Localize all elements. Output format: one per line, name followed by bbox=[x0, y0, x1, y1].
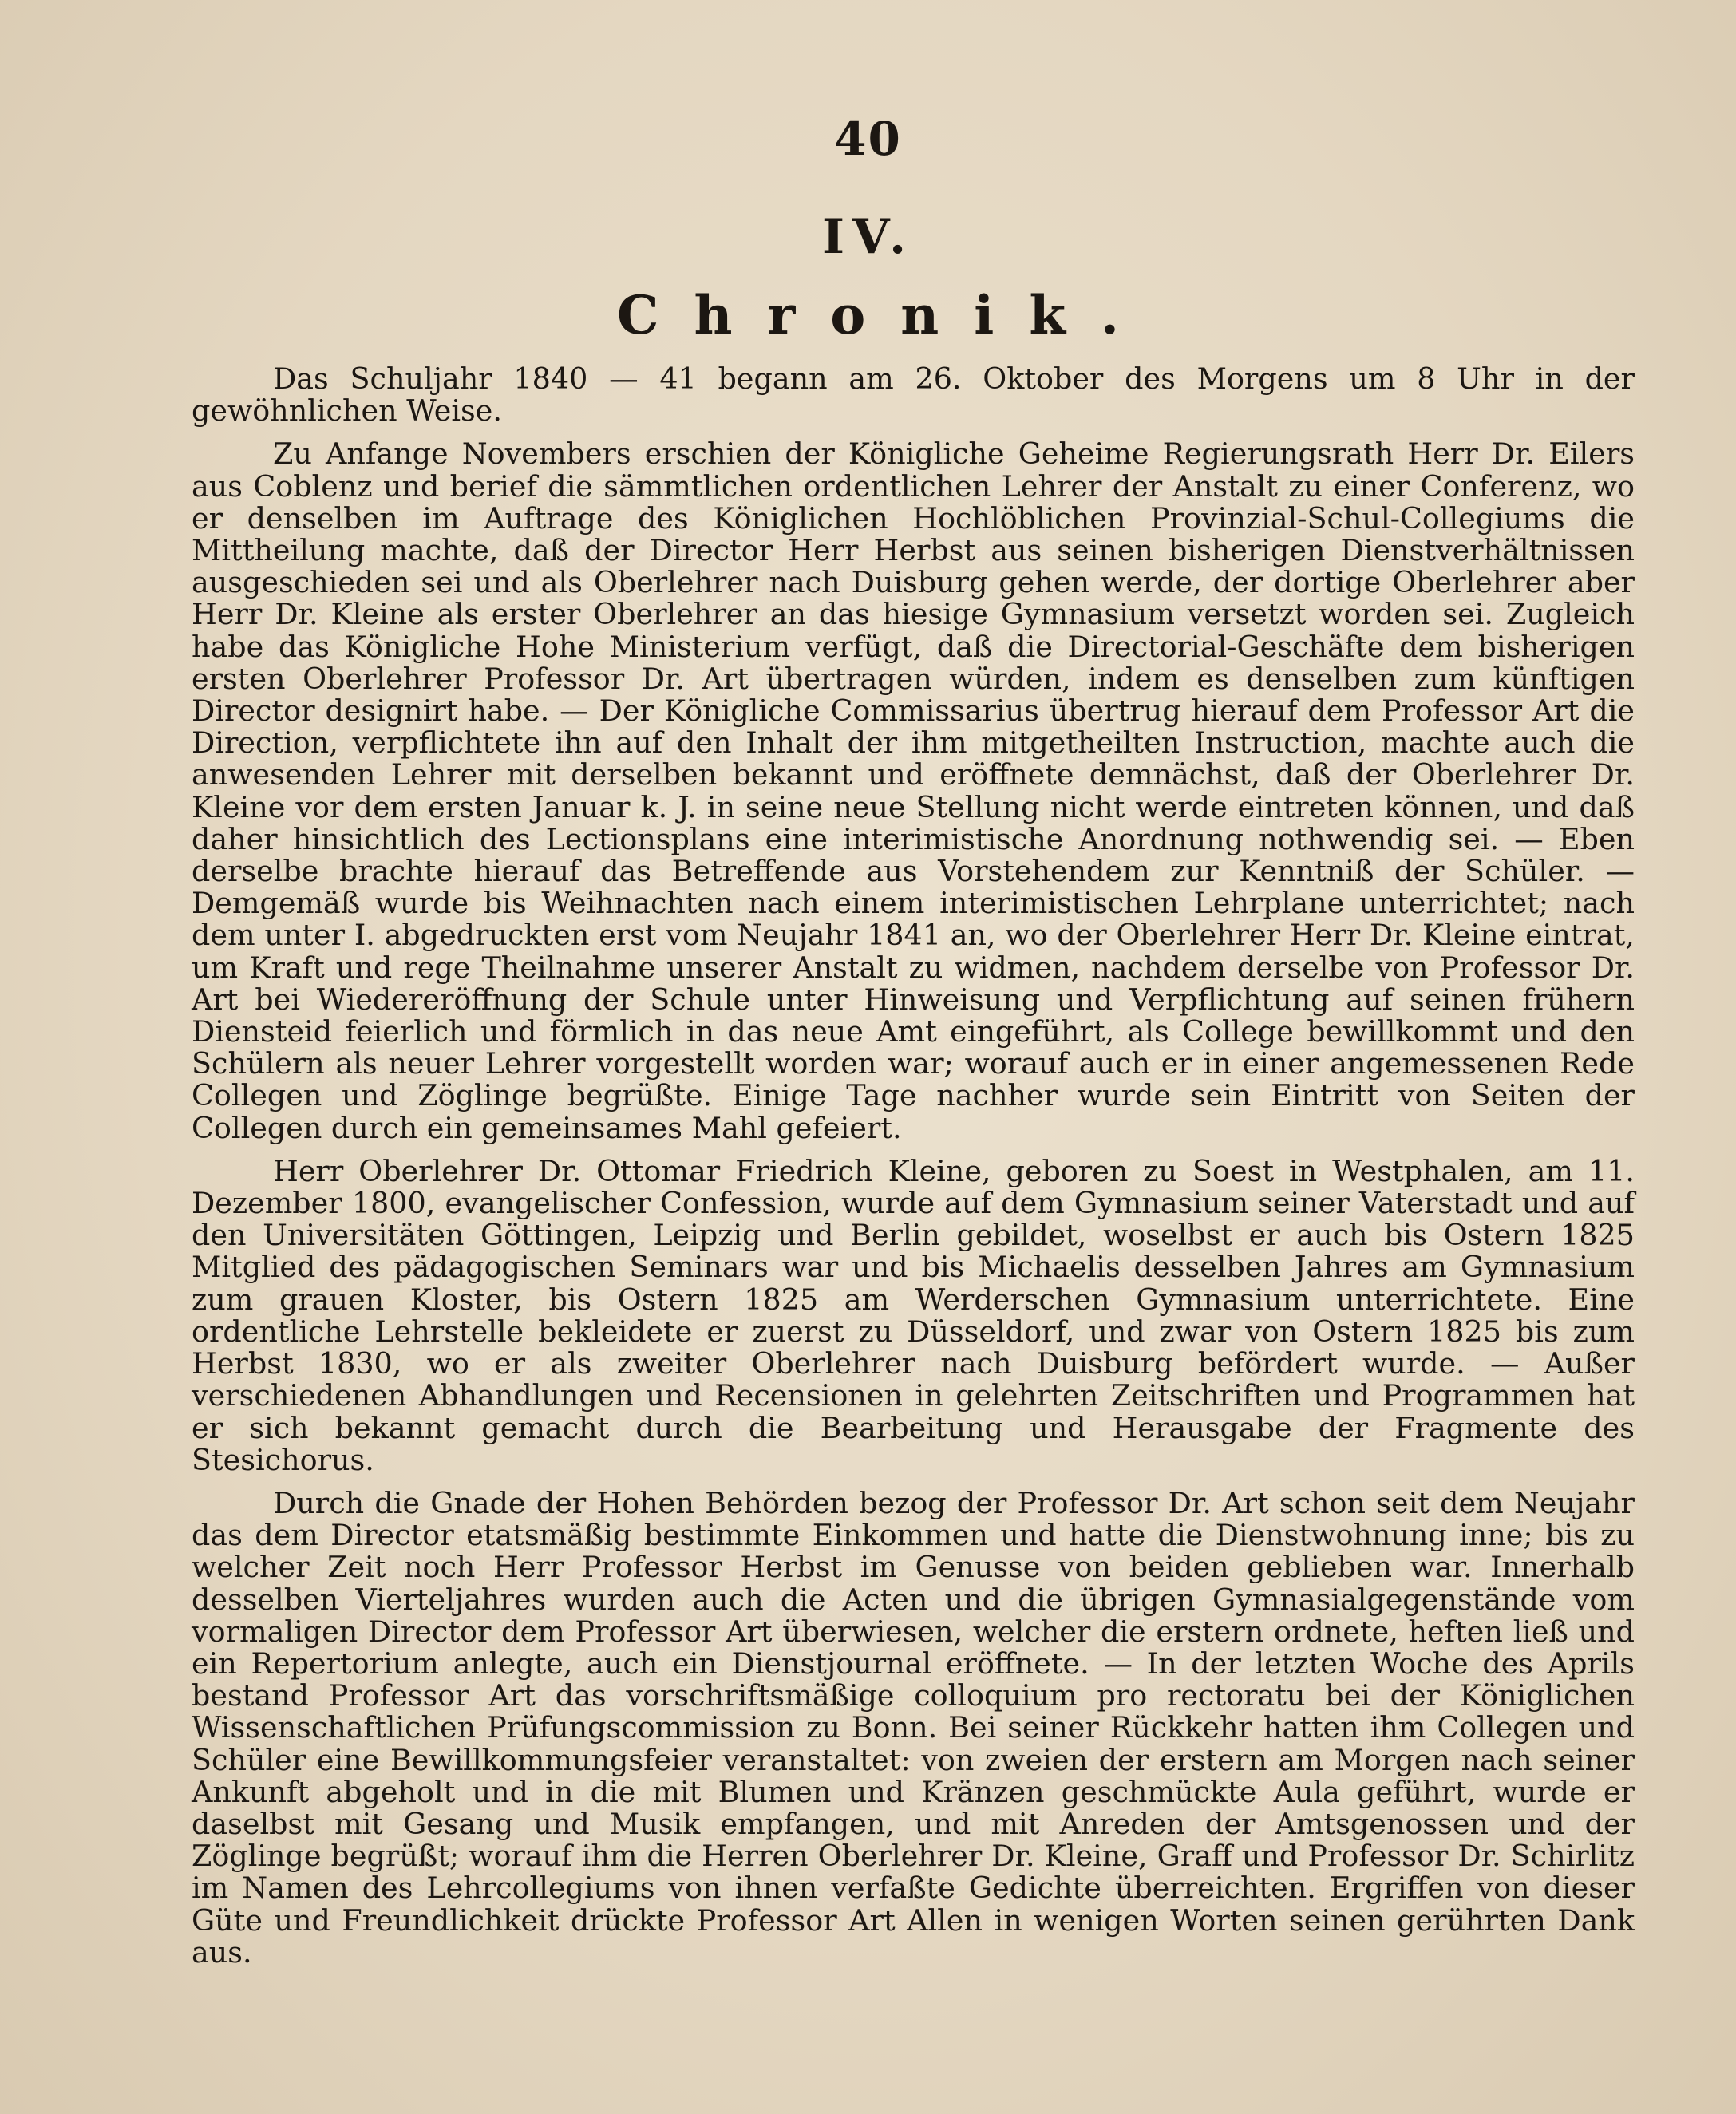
paragraph-kleine-biography: Herr Oberlehrer Dr. Ottomar Friedrich Kleine, geboren zu Soest in Westphalen, am 11. Dezember 1800, evangelischer Confession, wurde auf dem Gymnasium seiner Vaterstadt und auf den Universitäten Göttingen, Leipzig und Berlin gebildet, woselbst er auch bis Ostern 1825 Mitglied des pädagogischen Seminars war und bis Michaelis desselben Jahres am Gymnasium zum grauen Kloster, bis Ostern 1825 am Werderschen Gymnasium unterrichtete. Eine ordentliche Lehrstelle bekleidete er zuerst zu Düsseldorf, und zwar von Ostern 1825 bis zum Herbst 1830, wo er als zweiter Oberlehrer nach Duisburg befördert wurde. — Außer verschiedenen Abhandlungen und Recensionen in gelehrten Zeitschriften und Programmen hat er sich bekannt gemacht durch die Bearbeitung und Herausgabe der Fragmente des Stesichorus. bbox=[192, 1153, 1635, 1477]
paragraph-school-year: Das Schuljahr 1840 — 41 begann am 26. Oktober des Morgens um 8 Uhr in der gewöhnlichen Weise. bbox=[192, 362, 1635, 429]
section-title: Chronik. bbox=[616, 284, 1155, 346]
section-numeral: IV. bbox=[821, 209, 915, 265]
paragraph-directorate-change: Zu Anfange Novembers erschien der Königliche Geheime Regierungsrath Herr Dr. Eilers aus Coblenz und berief die sämmtlichen ordentlichen Lehrer der Anstalt zu einer Conferenz, wo er denselben im Auftrage des Königlichen Hochlöblichen Provinzial-Schul-Collegiums die Mittheilung machte, daß der Director Herr Herbst aus seinen bisherigen Dienstverhältnissen ausgeschieden sei und als Oberlehrer nach Duisburg gehen werde, der dortige Oberlehrer aber Herr Dr. Kleine als erster Oberlehrer an das hiesige Gymnasium versetzt worden sei. Zugleich habe das Königliche Hohe Ministerium verfügt, daß die Directorial-Geschäfte dem bisherigen ersten Oberlehrer Professor Dr. Art übertragen würden, indem es denselben zum künftigen Director designirt habe. — Der Königliche Commissarius übertrug hierauf dem Professor Art die Direction, verpflichtete ihn auf den Inhalt der ihm mitgetheilten Instruction, machte auch die anwesenden Lehrer mit derselben bekannt und eröffnete demnächst, daß der Oberlehrer Dr. Kleine vor dem ersten Januar k. J. in seine neue Stellung nicht werde eintreten können, und daß daher hinsichtlich des Lectionsplans eine interimistische Anordnung nothwendig sei. — Eben derselbe brachte hierauf das Betreffende aus Vorstehendem zur Kenntniß der Schüler. — Demgemäß wurde bis Weihnachten nach einem interimistischen Lehrplane unterrichtet; nach dem unter I. abgedruckten erst vom Neujahr 1841 an, wo der Oberlehrer Herr Dr. Kleine eintrat, um Kraft und rege Theilnahme unserer Anstalt zu widmen, nachdem derselbe von Professor Dr. Art bei Wiedereröffnung der Schule unter Hinweisung und Verpflichtung auf seinen frühern Diensteid feierlich und förmlich in das neue Amt eingeführt, als College bewillkommt und den Schülern als neuer Lehrer vorgestellt worden war; worauf auch er in einer angemessenen Rede Collegen und Zöglinge begrüßte. Einige Tage nachher wurde sein Eintritt von Seiten der Collegen durch ein gemeinsames Mahl gefeiert. bbox=[192, 437, 1635, 1145]
paragraph-art-installation: Durch die Gnade der Hohen Behörden bezog der Professor Dr. Art schon seit dem Neujahr das dem Director etatsmäßig bestimmte Einkommen und hatte die Dienstwohnung inne; bis zu welcher Zeit noch Herr Professor Herbst im Genusse von beiden geblieben war. Innerhalb desselben Vierteljahres wurden auch die Acten und die übrigen Gymnasialgegenstände vom vormaligen Director dem Professor Art überwiesen, welcher die erstern ordnete, heften ließ und ein Repertorium anlegte, auch ein Dienstjournal eröffnete. — In der letzten Woche des Aprils bestand Professor Art das vorschriftsmäßige colloquium pro rectoratu bei der Königlichen Wissenschaftlichen Prüfungscommission zu Bonn. Bei seiner Rückkehr hatten ihm Collegen und Schüler eine Bewillkommungsfeier veranstaltet: von zweien der erstern am Morgen nach seiner Ankunft abgeholt und in die mit Blumen und Kränzen geschmückte Aula geführt, wurde er daselbst mit Gesang und Musik empfangen, und mit Anreden der Amtsgenossen und der Zöglinge begrüßt; worauf ihm die Herren Oberlehrer Dr. Kleine, Graff und Professor Dr. Schirlitz im Namen des Lehrcollegiums von ihnen verfaßte Gedichte überreichten. Ergriffen von dieser Güte und Freundlichkeit drückte Professor Art Allen in wenigen Worten seinen gerührten Dank aus. bbox=[192, 1485, 1635, 1970]
body-text bbox=[192, 363, 1635, 1980]
page-number: 40 bbox=[834, 112, 902, 166]
